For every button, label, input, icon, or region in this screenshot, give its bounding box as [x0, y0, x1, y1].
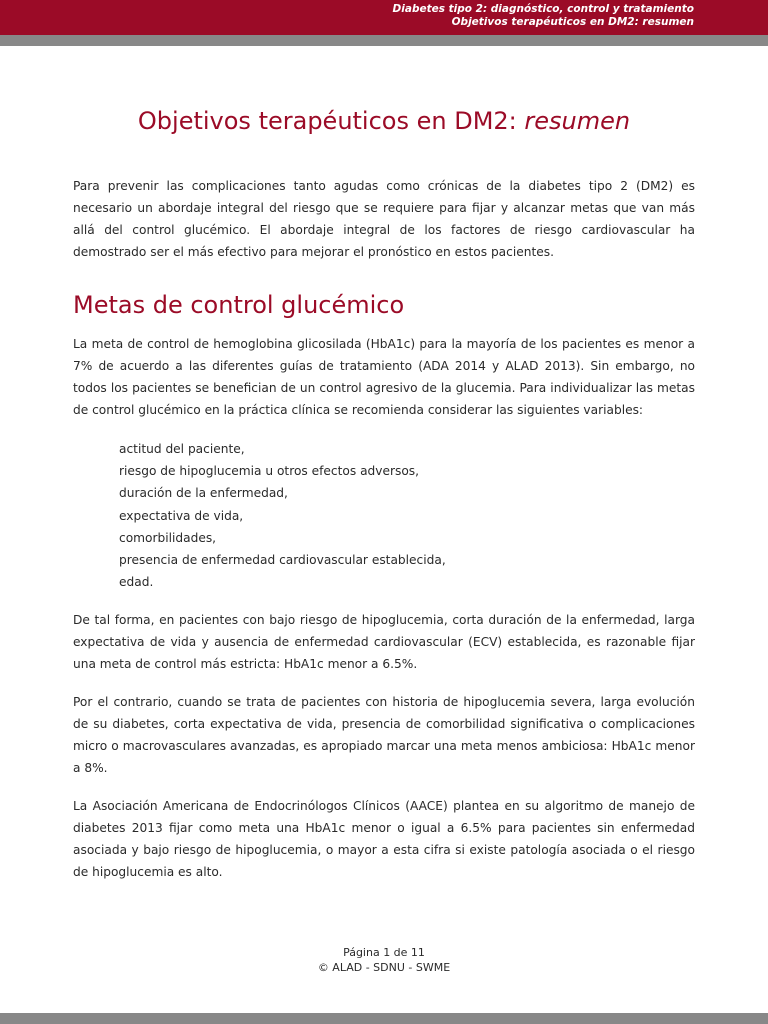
copyright: © ALAD - SDNU - SWME: [317, 961, 451, 974]
section-heading: Metas de control glucémico: [73, 291, 405, 319]
page-title: [0, 105, 768, 137]
page-number: Página 1 de 11: [343, 946, 425, 959]
list-item: presencia de enfermedad cardiovascular establecida,: [119, 553, 446, 568]
section-paragraph-4: La Asociación Americana de Endocrinólogos Clínicos (AACE) plantea en su algoritmo de manejo de diabetes 2013 fijar como meta una HbA1c menor o igual a 6.5% para pacientes sin enfermedad asociada y bajo riesgo de hipoglucemia, o mayor a esta cifra si existe patología asociada o el riesgo de hipoglucemia es alto.: [73, 799, 695, 880]
list-item: actitud del paciente,: [119, 442, 245, 456]
section-paragraph-3: Por el contrario, cuando se trata de pacientes con historia de hipoglucemia severa, larga evolución de su diabetes, corta expectativa de vida, presencia de comorbilidad significativa o complicaciones micro o macrovasculares avanzadas, es apropiado marcar una meta menos ambiciosa: HbA1c menor a 8%.: [73, 695, 695, 776]
header-line-2: Objetivos terapéuticos en DM2: resumen: [451, 16, 694, 28]
variables-list: [73, 438, 695, 593]
page-title-italic: resumen: [524, 107, 631, 135]
list-item: expectativa de vida,: [119, 508, 244, 523]
header-divider: [0, 35, 768, 46]
document-body: [73, 175, 695, 883]
list-item: comorbilidades,: [119, 530, 217, 545]
list-item: duración de la enfermedad,: [119, 486, 288, 501]
list-item: edad.: [119, 575, 154, 590]
page-footer: [0, 945, 768, 975]
footer-divider: [0, 1013, 768, 1024]
list-item: riesgo de hipoglucemia u otros efectos adversos,: [119, 464, 420, 479]
section-paragraph-1: La meta de control de hemoglobina glicosilada (HbA1c) para la mayoría de los pacientes es menor a 7% de acuerdo a las diferentes guías de tratamiento (ADA 2014 y ALAD 2013). Sin embargo, no todos los pacientes se benefician de un control agresivo de la glucemia. Para individualizar las metas de control glucémico en la práctica clínica se recomienda considerar las siguientes variables:: [73, 337, 695, 417]
section-paragraph-2: De tal forma, en pacientes con bajo riesgo de hipoglucemia, corta duración de la enfermedad, larga expectativa de vida y ausencia de enfermedad cardiovascular (ECV) establecida, es razonable fijar una meta de control más estricta: HbA1c menor a 6.5%.: [73, 613, 695, 672]
intro-paragraph: Para prevenir las complicaciones tanto agudas como crónicas de la diabetes tipo 2 (DM2) es necesario un abordaje integral del riesgo que se requiere para fijar y alcanzar metas que van más allá del control glucémico. El abordaje integral de los factores de riesgo cardiovascular ha demostrado ser el más efectivo para mejorar el pronóstico en estos pacientes.: [73, 179, 695, 259]
page-header: [0, 0, 768, 35]
page-title-main: Objetivos terapéuticos en DM2:: [137, 107, 525, 135]
header-line-1: Diabetes tipo 2: diagnóstico, control y tratamiento: [392, 3, 694, 15]
